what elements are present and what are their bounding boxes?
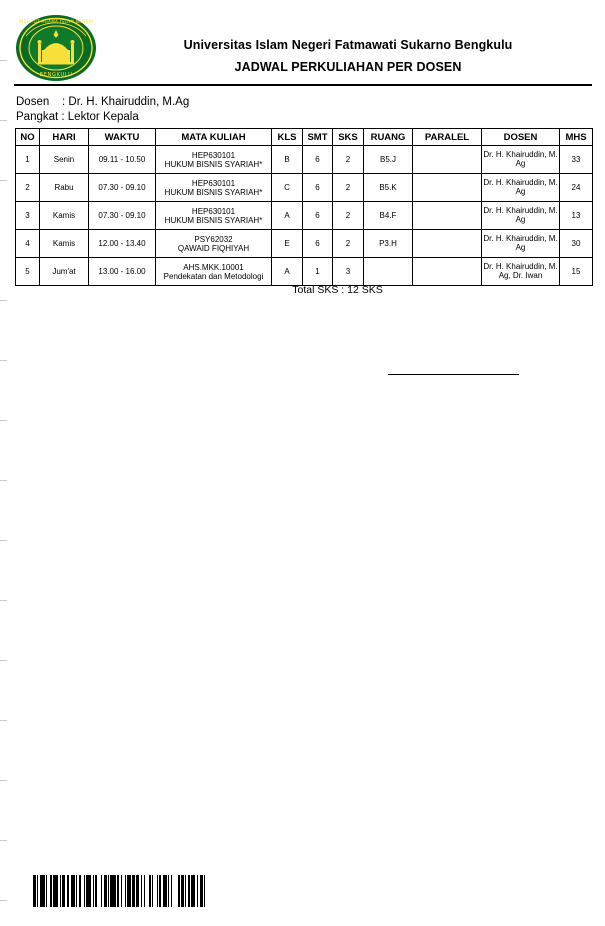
margin-tick [0, 180, 7, 181]
cell-paralel [413, 230, 482, 258]
cell-waktu: 13.00 - 16.00 [89, 258, 156, 286]
cell-dosen: Dr. H. Khairuddin, M. Ag [482, 230, 560, 258]
cell-kls: B [272, 146, 303, 174]
cell-mata-kuliah [156, 202, 272, 230]
cell-mhs: 24 [560, 174, 593, 202]
cell-waktu: 12.00 - 13.40 [89, 230, 156, 258]
cell-ruang [364, 258, 413, 286]
column-header-mhs: MHS [560, 129, 593, 146]
cell-smt: 1 [303, 258, 333, 286]
margin-tick [0, 360, 7, 361]
course-code: HEP630101 [191, 178, 236, 188]
column-header-paralel: PARALEL [413, 129, 482, 146]
course-code: AHS.MKK.10001 [183, 262, 244, 272]
cell-ruang: P3.H [364, 230, 413, 258]
cell-mhs: 33 [560, 146, 593, 174]
cell-hari: Rabu [40, 174, 89, 202]
cell-no: 5 [16, 258, 40, 286]
total-sks-label: Total SKS : 12 SKS [292, 284, 383, 296]
barcode-gap [205, 875, 207, 907]
cell-kls: A [272, 202, 303, 230]
cell-paralel [413, 146, 482, 174]
cell-dosen: Dr. H. Khairuddin, M. Ag [482, 174, 560, 202]
cell-smt: 6 [303, 174, 333, 202]
cell-paralel [413, 258, 482, 286]
margin-tick [0, 600, 7, 601]
cell-smt: 6 [303, 202, 333, 230]
cell-mhs: 30 [560, 230, 593, 258]
column-header-mata-kuliah: MATA KULIAH [156, 129, 272, 146]
schedule-table [15, 128, 593, 286]
cell-mata-kuliah [156, 230, 272, 258]
cell-ruang: B4.F [364, 202, 413, 230]
cell-smt: 6 [303, 230, 333, 258]
margin-tick [0, 480, 7, 481]
margin-tick [0, 420, 7, 421]
course-code: PSY62032 [194, 234, 233, 244]
cell-sks: 2 [333, 146, 364, 174]
column-header-waktu: WAKTU [89, 129, 156, 146]
cell-dosen: Dr. H. Khairuddin, M. Ag, Dr. Iwan [482, 258, 560, 286]
course-name: Pendekatan dan Metodologi [163, 271, 264, 281]
table-row [16, 258, 593, 286]
cell-mata-kuliah [156, 258, 272, 286]
lecturer-name-line: Dosen : Dr. H. Khairuddin, M.Ag [16, 96, 190, 108]
margin-tick [0, 780, 7, 781]
lecturer-info [16, 95, 189, 125]
column-header-hari: HARI [40, 129, 89, 146]
table-row [16, 202, 593, 230]
margin-tick [0, 60, 7, 61]
table-row [16, 230, 593, 258]
cell-kls: A [272, 258, 303, 286]
cell-no: 1 [16, 146, 40, 174]
cell-hari: Kamis [40, 202, 89, 230]
cell-ruang: B5.J [364, 146, 413, 174]
cell-mata-kuliah [156, 146, 272, 174]
cell-dosen: Dr. H. Khairuddin, M. Ag [482, 146, 560, 174]
course-name: HUKUM BISNIS SYARIAH* [164, 187, 263, 197]
cell-no: 3 [16, 202, 40, 230]
signature-line [388, 374, 519, 375]
cell-waktu: 09.11 - 10.50 [89, 146, 156, 174]
cell-sks: 2 [333, 230, 364, 258]
margin-tick [0, 120, 7, 121]
university-title: Universitas Islam Negeri Fatmawati Sukarno Bengkulu [183, 38, 513, 52]
svg-text:BENGKULU: BENGKULU [39, 72, 73, 78]
column-header-dosen: DOSEN [482, 129, 560, 146]
header-divider [14, 84, 592, 86]
column-header-no: NO [16, 129, 40, 146]
cell-hari: Senin [40, 146, 89, 174]
margin-tick [0, 660, 7, 661]
cell-kls: E [272, 230, 303, 258]
document-header [14, 14, 592, 82]
cell-paralel [413, 174, 482, 202]
cell-sks: 2 [333, 174, 364, 202]
course-name: QAWAID FIQHIYAH [177, 243, 250, 253]
cell-waktu: 07.30 - 09.10 [89, 202, 156, 230]
course-name: HUKUM BISNIS SYARIAH* [164, 215, 263, 225]
cell-mata-kuliah [156, 174, 272, 202]
column-header-sks: SKS [333, 129, 364, 146]
cell-waktu: 07.30 - 09.10 [89, 174, 156, 202]
course-name: HUKUM BISNIS SYARIAH* [164, 159, 263, 169]
cell-paralel [413, 202, 482, 230]
margin-tick [0, 840, 7, 841]
margin-tick [0, 900, 7, 901]
course-code: HEP630101 [191, 206, 236, 216]
cell-hari: Kamis [40, 230, 89, 258]
cell-smt: 6 [303, 146, 333, 174]
cell-no: 4 [16, 230, 40, 258]
cell-sks: 3 [333, 258, 364, 286]
column-header-smt: SMT [303, 129, 333, 146]
table-row [16, 174, 593, 202]
uin-fatmawati-sukarno-bengkulu-logo [14, 14, 98, 84]
cell-dosen: Dr. H. Khairuddin, M. Ag [482, 202, 560, 230]
table-row [16, 146, 593, 174]
cell-mhs: 13 [560, 202, 593, 230]
page-title: JADWAL PERKULIAHAN PER DOSEN [234, 60, 462, 74]
cell-hari: Jum'at [40, 258, 89, 286]
table-header-row [16, 129, 593, 146]
cell-mhs: 15 [560, 258, 593, 286]
column-header-ruang: RUANG [364, 129, 413, 146]
cell-kls: C [272, 174, 303, 202]
svg-text:INSTITUT AGAMA ISLAM NEGERI: INSTITUT AGAMA ISLAM NEGERI [18, 19, 94, 24]
cell-ruang: B5.K [364, 174, 413, 202]
margin-tick [0, 540, 7, 541]
margin-tick [0, 720, 7, 721]
barcode [33, 875, 207, 907]
lecturer-rank-line: Pangkat : Lektor Kepala [16, 111, 139, 123]
margin-tick [0, 300, 7, 301]
cell-sks: 2 [333, 202, 364, 230]
column-header-kls: KLS [272, 129, 303, 146]
course-code: HEP630101 [191, 150, 236, 160]
cell-no: 2 [16, 174, 40, 202]
